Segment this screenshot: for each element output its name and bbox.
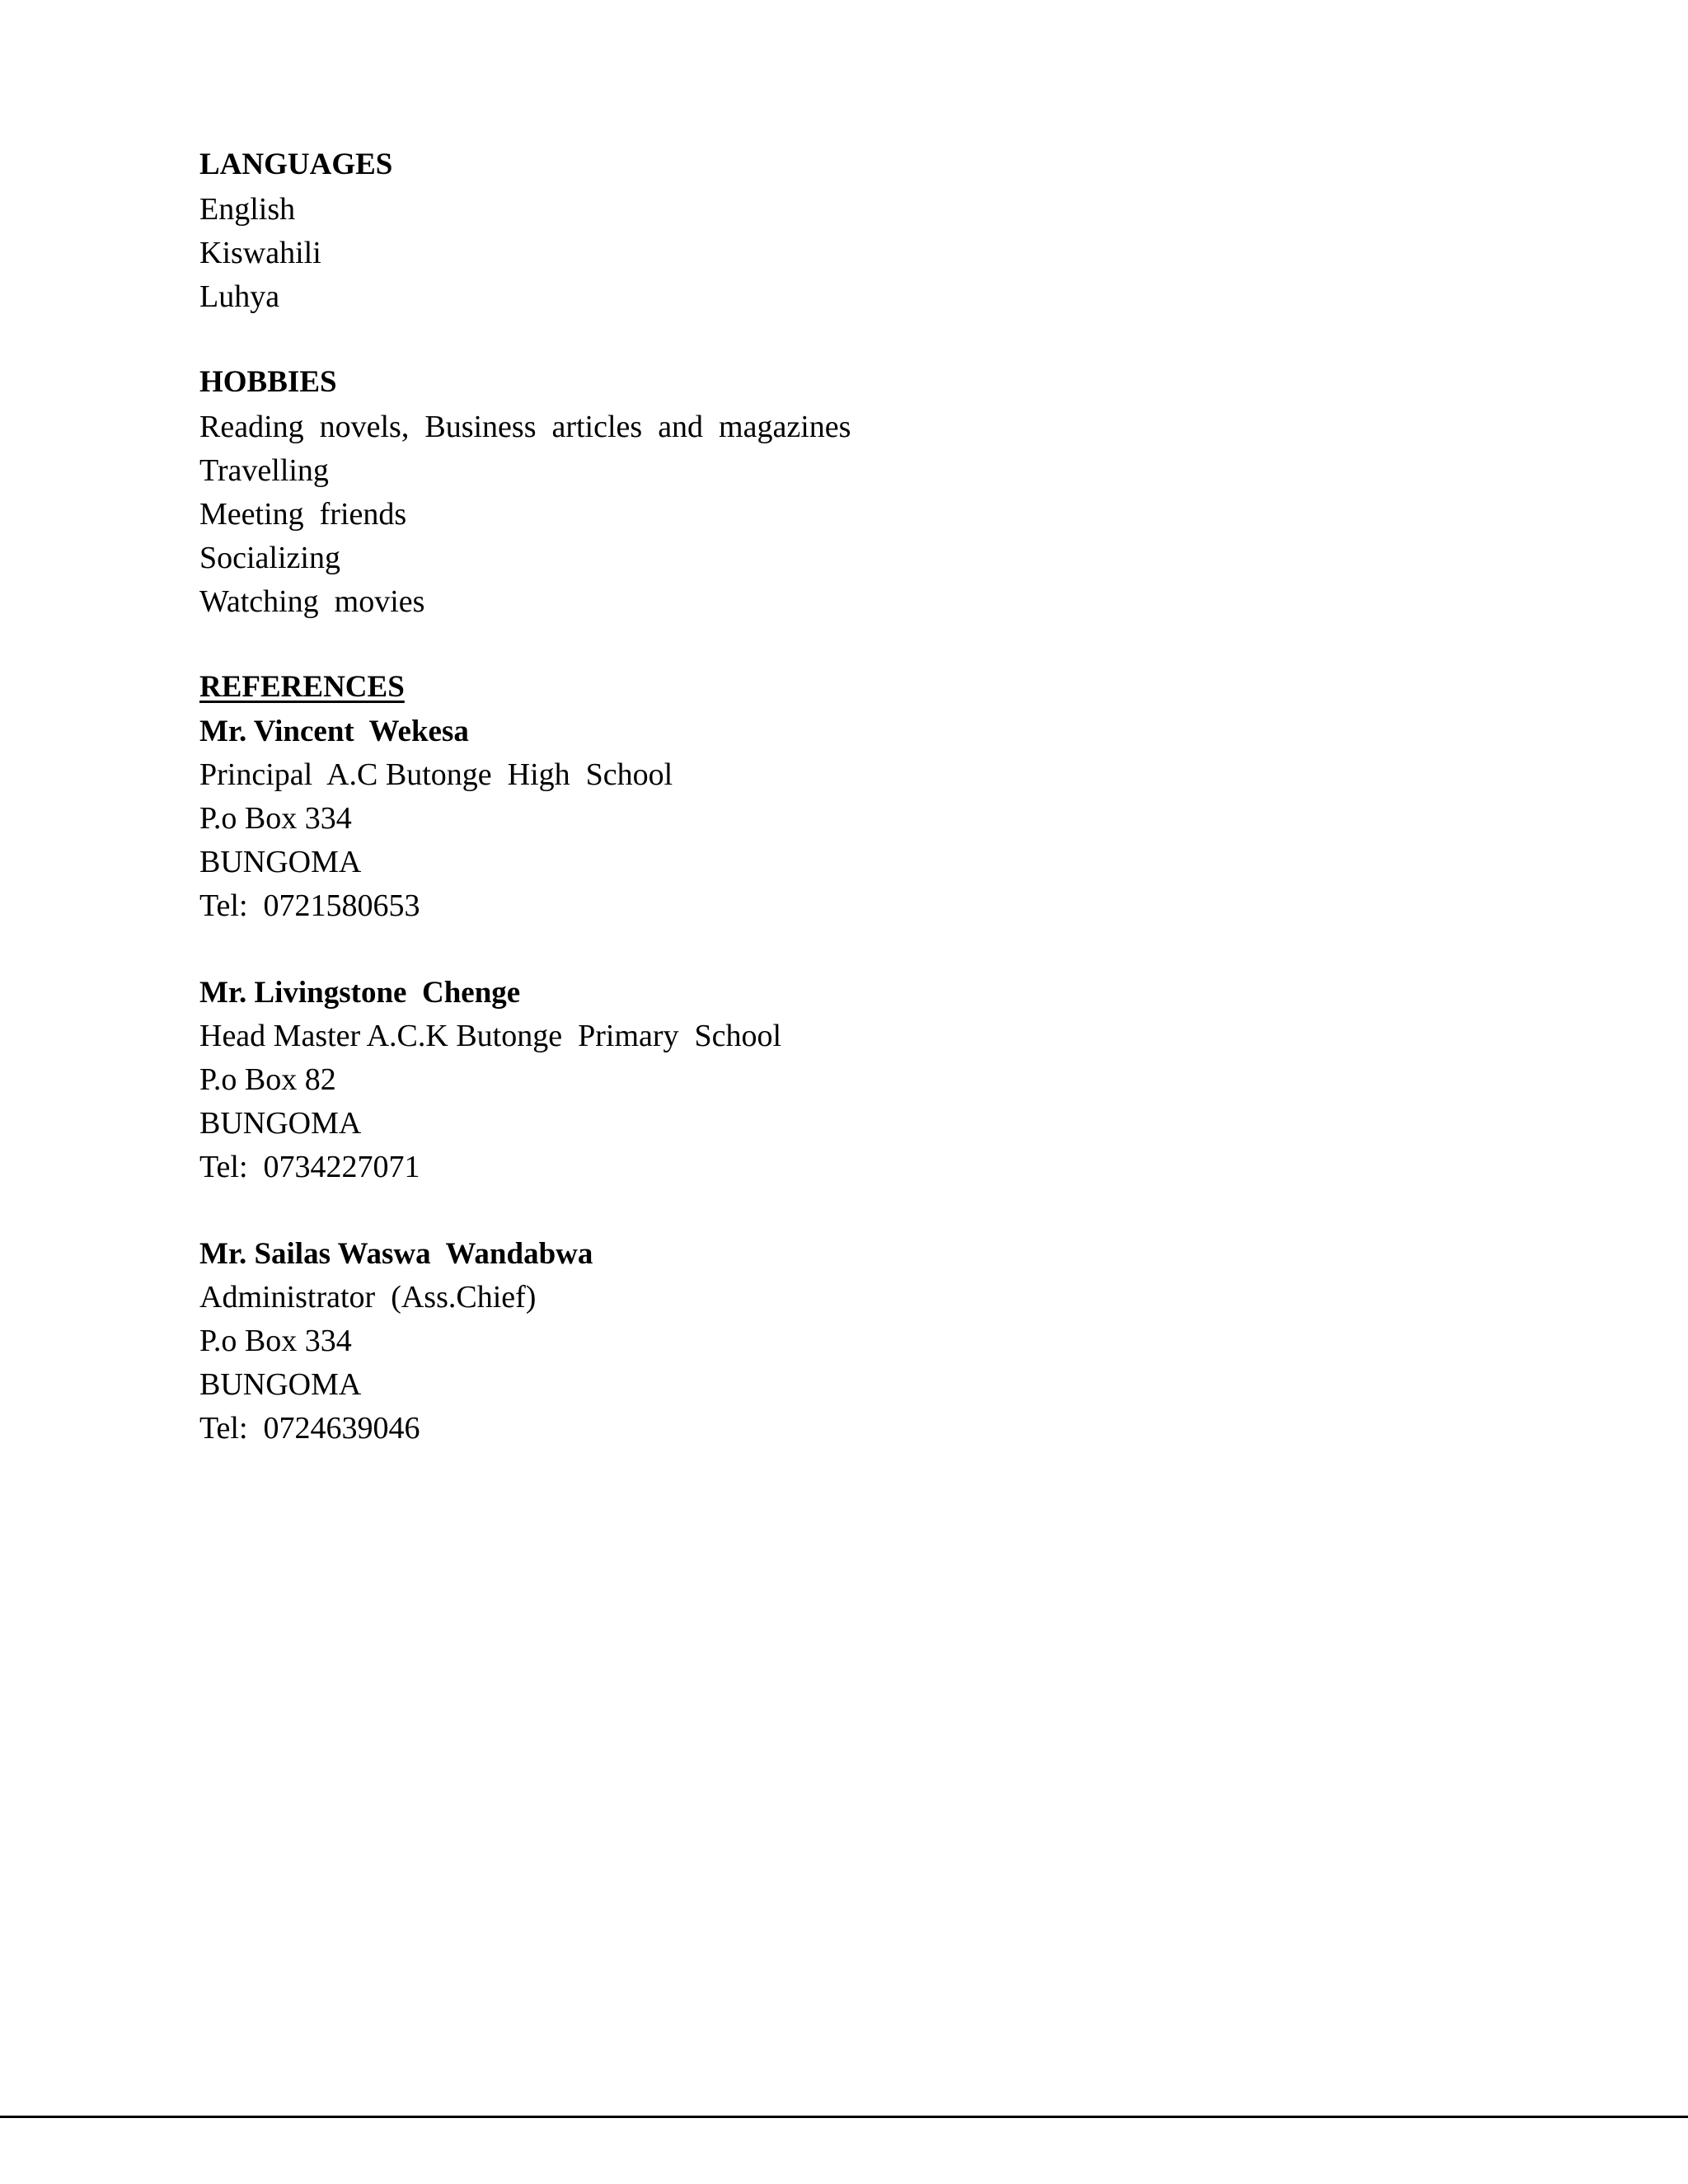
hobbies-section	[199, 359, 1601, 624]
hobby-item: Meeting friends	[199, 497, 407, 532]
reference-line: Tel: 0734227071	[199, 1150, 420, 1184]
references-heading: REFERENCES	[199, 670, 405, 704]
reference-line: Head Master A.C.K Butonge Primary School	[199, 1019, 782, 1053]
hobby-item: Reading novels, Business articles and magazines	[199, 410, 851, 444]
cv-content	[199, 142, 1601, 1494]
language-item: Kiswahili	[199, 236, 321, 270]
references-section	[199, 664, 1601, 1451]
reference-line: P.o Box 334	[199, 1324, 352, 1358]
reference-line: Tel: 0724639046	[199, 1411, 420, 1446]
hobbies-heading: HOBBIES	[199, 365, 337, 399]
language-item: English	[199, 192, 296, 227]
reference-name: Mr. Livingstone Chenge	[199, 976, 521, 1010]
reference-line: Principal A.C Butonge High School	[199, 757, 673, 792]
hobby-item: Travelling	[199, 453, 329, 488]
reference-line: P.o Box 334	[199, 801, 352, 836]
reference-line: BUNGOMA	[199, 1367, 362, 1402]
hobby-item: Watching movies	[199, 584, 425, 619]
reference-name: Mr. Sailas Waswa Wandabwa	[199, 1237, 593, 1271]
languages-section	[199, 142, 1601, 319]
reference-entry	[199, 972, 1601, 1189]
hobby-item: Socializing	[199, 541, 340, 575]
reference-entry	[199, 710, 1601, 928]
reference-line: Administrator (Ass.Chief)	[199, 1280, 537, 1315]
language-item: Luhya	[199, 279, 280, 314]
bottom-rule	[0, 2116, 1688, 2118]
reference-line: Tel: 0721580653	[199, 888, 420, 923]
reference-entry	[199, 1233, 1601, 1451]
languages-heading: LANGUAGES	[199, 148, 393, 181]
reference-line: P.o Box 82	[199, 1062, 336, 1097]
reference-line: BUNGOMA	[199, 1106, 362, 1141]
reference-line: BUNGOMA	[199, 845, 362, 879]
reference-name: Mr. Vincent Wekesa	[199, 715, 469, 748]
